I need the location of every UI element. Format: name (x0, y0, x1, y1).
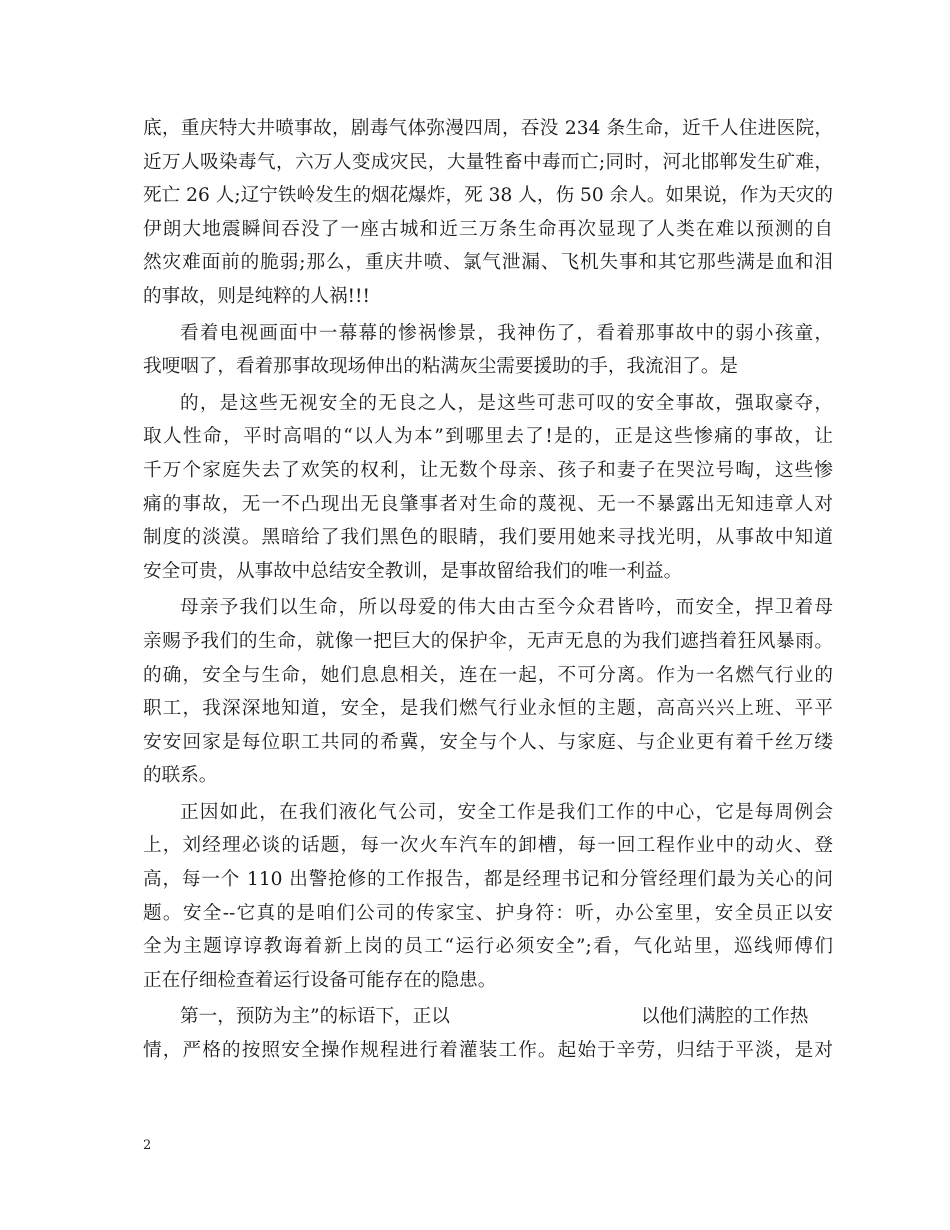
page-number: 2 (143, 1138, 152, 1153)
text-line: 的事故，则是纯粹的人祸!!! (143, 285, 370, 307)
text-line: 全为主题谆谆教诲着新上岗的员工“运行必须安全”;看，气化站里，巡线师傅们 (143, 936, 833, 958)
text-line: 我哽咽了，看着那事故现场伸出的粘满灰尘需要援助的手，我流泪了。是 (143, 356, 739, 378)
text-line: 亲赐予我们的生命，就像一把巨大的保护伞，无声无息的为我们遮挡着狂风暴雨。 (143, 630, 833, 652)
text-line: 近万人吸染毒气，六万人变成灾民，大量牲畜中毒而亡;同时，河北邯郸发生矿难， (143, 151, 833, 173)
text-line: 伊朗大地震瞬间吞没了一座古城和近三万条生命再次显现了人类在难以预测的自 (143, 218, 833, 240)
text-line: 题。安全--它真的是咱们公司的传家宝、护身符：听，办公室里，安全员正以安 (143, 902, 833, 924)
paragraph-3 (143, 387, 833, 589)
text-line: 情，严格的按照安全操作规程进行着灌装工作。起始于辛劳，归结于平淡，是对 (143, 1040, 833, 1062)
text-line: 母亲予我们以生命，所以母爱的伟大由古至今众君皆吟，而安全，捍卫着母 (180, 597, 833, 619)
text-line: 的确，安全与生命，她们息息相关，连在一起，不可分离。作为一名燃气行业的 (143, 664, 833, 686)
text-line: 底，重庆特大井喷事故，剧毒气体弥漫四周，吞没 234 条生命，近千人住进医院， (143, 118, 833, 139)
paragraph-1 (143, 112, 833, 314)
text-line-with-gap (143, 1000, 833, 1034)
text-line: 的联系。 (143, 765, 218, 787)
text-line: 千万个家庭失去了欢笑的权利，让无数个母亲、孩子和妻子在哭泣号啕，这些惨 (143, 459, 833, 481)
text-line: 上，刘经理必谈的话题，每一次火车汽车的卸槽，每一回工程作业中的动火、登 (143, 835, 833, 857)
paragraph-6 (143, 1000, 833, 1067)
text-line: 正因如此，在我们液化气公司，安全工作是我们工作的中心，它是每周例会 (180, 801, 833, 823)
paragraph-4 (143, 591, 833, 793)
text-line: 然灾难面前的脆弱;那么，重庆井喷、氯气泄漏、飞机失事和其它那些满是血和泪 (143, 252, 833, 274)
paragraph-5 (143, 796, 833, 998)
text-segment-right: 以他们满腔的工作热 (641, 1006, 809, 1028)
text-line: 制度的淡漠。黑暗给了我们黑色的眼睛，我们要用她来寻找光明，从事故中知道 (143, 527, 833, 549)
paragraph-2 (143, 317, 833, 384)
text-line: 看着电视画面中一幕幕的惨祸惨景，我神伤了，看着那事故中的弱小孩童， (180, 322, 833, 344)
text-segment-left: 第一，预防为主”的标语下，正以 (180, 1006, 450, 1028)
document-body (143, 112, 833, 1071)
text-line: 正在仔细检查着运行设备可能存在的隐患。 (143, 969, 497, 991)
text-line: 职工，我深深地知道，安全，是我们燃气行业永恒的主题，高高兴兴上班、平平 (143, 698, 833, 720)
text-line: 安全可贵，从事故中总结安全教训，是事故留给我们的唯一利益。 (143, 560, 683, 582)
text-line: 高，每一个 110 出警抢修的工作报告，都是经理书记和分管经理们最为关心的问 (143, 869, 833, 891)
text-line: 取人性命，平时高唱的“以人为本”到哪里去了!是的，正是这些惨痛的事故，让 (143, 426, 833, 448)
text-line: 痛的事故，无一不凸现出无良肇事者对生命的蔑视、无一不暴露出无知违章人对 (143, 493, 833, 515)
text-line: 死亡 26 人;辽宁铁岭发生的烟花爆炸，死 38 人，伤 50 余人。如果说，作为天灾的 (143, 185, 833, 207)
text-line: 的，是这些无视安全的无良之人，是这些可悲可叹的安全事故，强取豪夺， (180, 392, 833, 414)
text-line: 安安回家是每位职工共同的希冀，安全与个人、与家庭、与企业更有着千丝万缕 (143, 731, 833, 753)
